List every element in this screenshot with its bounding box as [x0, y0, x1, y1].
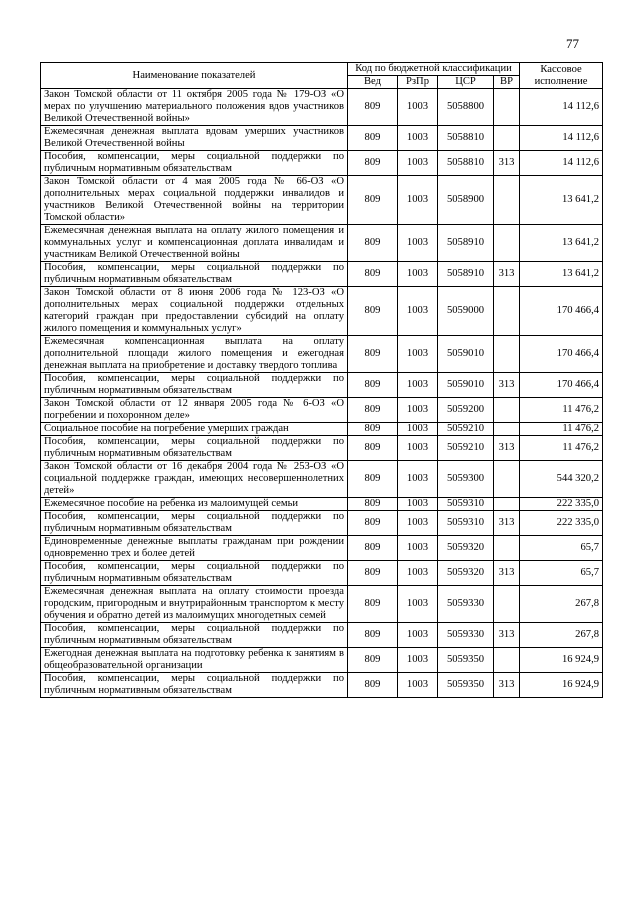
row-name: Социальное пособие на погребение умерших граждан — [41, 423, 348, 436]
row-ved: 809 — [348, 176, 398, 225]
row-vr — [494, 648, 520, 673]
header-ved: Вед — [348, 76, 398, 89]
row-vr: 313 — [494, 151, 520, 176]
row-csr: 5059010 — [438, 336, 494, 373]
row-name: Закон Томской области от 8 июня 2006 года № 123-ОЗ «О дополнительных мерах социальной поддержки отдельных категорий граждан при предоставлении субсидий на оплату жилого помещения и коммунальных услуг» — [41, 287, 348, 336]
row-vr — [494, 536, 520, 561]
table-row — [41, 89, 603, 126]
table-header — [41, 63, 603, 89]
row-rzpr: 1003 — [398, 511, 438, 536]
row-name: Пособия, компенсации, меры социальной поддержки по публичным нормативным обязательствам — [41, 436, 348, 461]
row-ved: 809 — [348, 586, 398, 623]
row-ved: 809 — [348, 262, 398, 287]
row-amount: 14 112,6 — [520, 151, 603, 176]
table-row — [41, 398, 603, 423]
row-rzpr: 1003 — [398, 225, 438, 262]
row-name: Пособия, компенсации, меры социальной поддержки по публичным нормативным обязательствам — [41, 373, 348, 398]
row-ved: 809 — [348, 423, 398, 436]
row-csr: 5058900 — [438, 176, 494, 225]
row-name: Пособия, компенсации, меры социальной поддержки по публичным нормативным обязательствам — [41, 151, 348, 176]
row-ved: 809 — [348, 498, 398, 511]
row-rzpr: 1003 — [398, 89, 438, 126]
row-csr: 5059320 — [438, 536, 494, 561]
row-amount: 14 112,6 — [520, 126, 603, 151]
row-rzpr: 1003 — [398, 561, 438, 586]
row-vr — [494, 126, 520, 151]
table-row — [41, 176, 603, 225]
budget-table — [40, 62, 603, 698]
row-name: Пособия, компенсации, меры социальной поддержки по публичным нормативным обязательствам — [41, 511, 348, 536]
row-vr: 313 — [494, 673, 520, 698]
row-amount: 16 924,9 — [520, 673, 603, 698]
row-vr: 313 — [494, 511, 520, 536]
row-ved: 809 — [348, 511, 398, 536]
row-name: Пособия, компенсации, меры социальной поддержки по публичным нормативным обязательствам — [41, 561, 348, 586]
row-rzpr: 1003 — [398, 398, 438, 423]
row-csr: 5058910 — [438, 262, 494, 287]
row-amount: 65,7 — [520, 536, 603, 561]
row-name: Закон Томской области от 4 мая 2005 года № 66-ОЗ «О дополнительных мерах социальной поддержки инвалидов и участников Великой Отечественной войны на территории Томской области» — [41, 176, 348, 225]
row-vr: 313 — [494, 262, 520, 287]
row-amount: 13 641,2 — [520, 225, 603, 262]
row-ved: 809 — [348, 673, 398, 698]
row-csr: 5059350 — [438, 648, 494, 673]
table-row — [41, 225, 603, 262]
row-name: Ежемесячное пособие на ребенка из малоимущей семьи — [41, 498, 348, 511]
table-row — [41, 648, 603, 673]
row-ved: 809 — [348, 436, 398, 461]
table-body — [41, 89, 603, 698]
row-vr — [494, 287, 520, 336]
row-rzpr: 1003 — [398, 648, 438, 673]
row-amount: 11 476,2 — [520, 436, 603, 461]
row-amount: 16 924,9 — [520, 648, 603, 673]
row-name: Закон Томской области от 12 января 2005 года № 6-ОЗ «О погребении и похоронном деле» — [41, 398, 348, 423]
table-row — [41, 511, 603, 536]
row-csr: 5058810 — [438, 151, 494, 176]
header-csr: ЦСР — [438, 76, 494, 89]
row-vr — [494, 498, 520, 511]
row-csr: 5059010 — [438, 373, 494, 398]
header-rzpr: РзПр — [398, 76, 438, 89]
row-vr: 313 — [494, 373, 520, 398]
row-amount: 65,7 — [520, 561, 603, 586]
row-csr: 5059320 — [438, 561, 494, 586]
row-ved: 809 — [348, 287, 398, 336]
row-name: Ежегодная денежная выплата на подготовку ребенка к занятиям в общеобразовательной организации — [41, 648, 348, 673]
row-ved: 809 — [348, 398, 398, 423]
row-ved: 809 — [348, 461, 398, 498]
row-rzpr: 1003 — [398, 287, 438, 336]
row-name: Закон Томской области от 11 октября 2005 года № 179-ОЗ «О мерах по улучшению материального положения вдов участников Великой Отечественной войны» — [41, 89, 348, 126]
table-row — [41, 423, 603, 436]
row-amount: 170 466,4 — [520, 373, 603, 398]
row-rzpr: 1003 — [398, 623, 438, 648]
row-csr: 5058800 — [438, 89, 494, 126]
row-csr: 5059210 — [438, 423, 494, 436]
row-csr: 5059200 — [438, 398, 494, 423]
row-amount: 170 466,4 — [520, 336, 603, 373]
table-row — [41, 623, 603, 648]
row-rzpr: 1003 — [398, 436, 438, 461]
row-rzpr: 1003 — [398, 673, 438, 698]
row-name: Пособия, компенсации, меры социальной поддержки по публичным нормативным обязательствам — [41, 623, 348, 648]
row-ved: 809 — [348, 623, 398, 648]
row-vr: 313 — [494, 436, 520, 461]
row-amount: 222 335,0 — [520, 511, 603, 536]
row-ved: 809 — [348, 648, 398, 673]
row-name: Ежемесячная компенсационная выплата на оплату дополнительной площади жилого помещения и ежегодная денежная выплата на приобретение и доставку твердого топлива — [41, 336, 348, 373]
header-vr: ВР — [494, 76, 520, 89]
header-code-group: Код по бюджетной классификации — [348, 63, 520, 76]
row-name: Пособия, компенсации, меры социальной поддержки по публичным нормативным обязательствам — [41, 673, 348, 698]
table-row — [41, 586, 603, 623]
row-csr: 5058810 — [438, 126, 494, 151]
row-rzpr: 1003 — [398, 498, 438, 511]
row-rzpr: 1003 — [398, 262, 438, 287]
table-row — [41, 561, 603, 586]
row-ved: 809 — [348, 151, 398, 176]
row-csr: 5059310 — [438, 498, 494, 511]
row-rzpr: 1003 — [398, 461, 438, 498]
row-name: Ежемесячная денежная выплата на оплату жилого помещения и коммунальных услуг и компенсационная доплата инвалидам и участникам Великой Отечественной войны — [41, 225, 348, 262]
row-ved: 809 — [348, 336, 398, 373]
row-name: Единовременные денежные выплаты гражданам при рождении одновременно трех и более детей — [41, 536, 348, 561]
row-vr: 313 — [494, 561, 520, 586]
row-ved: 809 — [348, 561, 398, 586]
row-rzpr: 1003 — [398, 126, 438, 151]
header-amount: Кассовое исполнение — [520, 63, 603, 89]
row-amount: 267,8 — [520, 623, 603, 648]
row-ved: 809 — [348, 225, 398, 262]
table-row — [41, 336, 603, 373]
row-amount: 13 641,2 — [520, 262, 603, 287]
row-ved: 809 — [348, 373, 398, 398]
row-ved: 809 — [348, 536, 398, 561]
row-ved: 809 — [348, 89, 398, 126]
row-rzpr: 1003 — [398, 151, 438, 176]
row-vr — [494, 225, 520, 262]
row-amount: 13 641,2 — [520, 176, 603, 225]
row-csr: 5059330 — [438, 623, 494, 648]
row-csr: 5059310 — [438, 511, 494, 536]
row-ved: 809 — [348, 126, 398, 151]
table-row — [41, 373, 603, 398]
row-csr: 5059000 — [438, 287, 494, 336]
page-number: 77 — [566, 36, 579, 51]
row-rzpr: 1003 — [398, 373, 438, 398]
row-name: Пособия, компенсации, меры социальной поддержки по публичным нормативным обязательствам — [41, 262, 348, 287]
table-row — [41, 151, 603, 176]
row-vr — [494, 586, 520, 623]
row-vr — [494, 89, 520, 126]
row-amount: 222 335,0 — [520, 498, 603, 511]
row-name: Ежемесячная денежная выплата на оплату стоимости проезда городским, пригородным и внутрирайонным транспортом к месту обучения и обратно детей из малоимущих многодетных семей — [41, 586, 348, 623]
row-rzpr: 1003 — [398, 586, 438, 623]
row-amount: 14 112,6 — [520, 89, 603, 126]
row-amount: 11 476,2 — [520, 398, 603, 423]
row-rzpr: 1003 — [398, 336, 438, 373]
row-csr: 5058910 — [438, 225, 494, 262]
row-amount: 267,8 — [520, 586, 603, 623]
row-vr — [494, 336, 520, 373]
table-row — [41, 126, 603, 151]
row-csr: 5059300 — [438, 461, 494, 498]
row-csr: 5059330 — [438, 586, 494, 623]
table-row — [41, 287, 603, 336]
table-row — [41, 498, 603, 511]
row-vr — [494, 176, 520, 225]
table-row — [41, 262, 603, 287]
row-amount: 170 466,4 — [520, 287, 603, 336]
row-vr — [494, 461, 520, 498]
row-vr — [494, 398, 520, 423]
row-vr: 313 — [494, 623, 520, 648]
row-name: Закон Томской области от 16 декабря 2004 года № 253-ОЗ «О социальной поддержке граждан, имеющих несовершеннолетних детей» — [41, 461, 348, 498]
row-rzpr: 1003 — [398, 423, 438, 436]
row-rzpr: 1003 — [398, 536, 438, 561]
row-vr — [494, 423, 520, 436]
table-row — [41, 461, 603, 498]
row-amount: 11 476,2 — [520, 423, 603, 436]
table-row — [41, 673, 603, 698]
row-rzpr: 1003 — [398, 176, 438, 225]
table-row — [41, 536, 603, 561]
row-csr: 5059210 — [438, 436, 494, 461]
row-name: Ежемесячная денежная выплата вдовам умерших участников Великой Отечественной войны — [41, 126, 348, 151]
header-name: Наименование показателей — [41, 63, 348, 89]
table-row — [41, 436, 603, 461]
row-amount: 544 320,2 — [520, 461, 603, 498]
row-csr: 5059350 — [438, 673, 494, 698]
